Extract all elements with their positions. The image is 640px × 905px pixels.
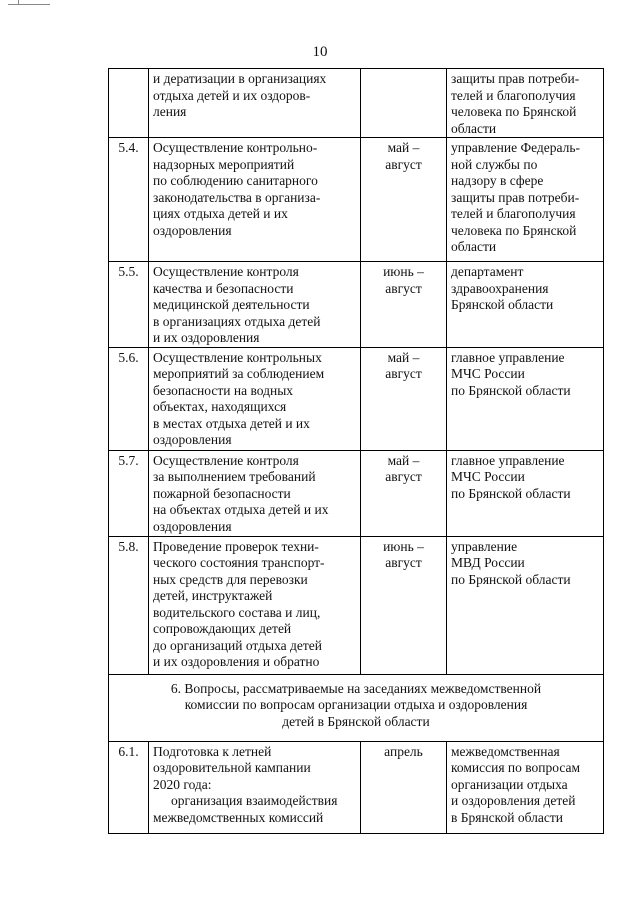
- row-term: апрель: [361, 741, 447, 833]
- row-term: [361, 69, 447, 138]
- row-term: июнь – август: [361, 262, 447, 348]
- row-description: и дератизации в организациях отдыха детей и их оздоров- ления: [149, 69, 361, 138]
- table-row: [109, 741, 604, 833]
- row-term: июнь – август: [361, 536, 447, 674]
- corner-scan-mark: [8, 0, 50, 5]
- table-row: [109, 347, 604, 450]
- row-number: 5.8.: [109, 536, 149, 674]
- row-responsible: главное управление МЧС России по Брянской области: [447, 347, 604, 450]
- row-term: май – август: [361, 347, 447, 450]
- row-description: Осуществление контроля за выполнением требований пожарной безопасности на объектах отдыха детей и их оздоровления: [149, 450, 361, 536]
- section-header-row: [109, 674, 604, 741]
- row-description: [149, 741, 361, 833]
- row-responsible: главное управление МЧС России по Брянской области: [447, 450, 604, 536]
- row-responsible: управление Федераль- ной службы по надзору в сфере защиты прав потреби- телей и благополучия человека по Брянской области: [447, 138, 604, 262]
- row-description: Осуществление контрольно- надзорных мероприятий по соблюдению санитарного законодательства в организа- циях отдыха детей и их оздоровления: [149, 138, 361, 262]
- row-responsible: управление МВД России по Брянской области: [447, 536, 604, 674]
- table-row: [109, 69, 604, 138]
- row-number: 5.7.: [109, 450, 149, 536]
- row-number: [109, 69, 149, 138]
- row-description: Осуществление контроля качества и безопасности медицинской деятельности в организациях отдыха детей и их оздоровления: [149, 262, 361, 348]
- row-responsible: межведомственная комиссия по вопросам организации отдыха и оздоровления детей в Брянской области: [447, 741, 604, 833]
- row-description-indented: организация взаимодействия: [171, 793, 338, 808]
- row-number: 5.6.: [109, 347, 149, 450]
- row-number: 5.4.: [109, 138, 149, 262]
- page-number: 10: [312, 44, 328, 60]
- table-row: [109, 450, 604, 536]
- row-term: май – август: [361, 450, 447, 536]
- row-description: Осуществление контрольных мероприятий за соблюдением безопасности на водных объектах, находящихся в местах отдыха детей и их оздоровления: [149, 347, 361, 450]
- row-number: 5.5.: [109, 262, 149, 348]
- row-term: май – август: [361, 138, 447, 262]
- row-number: 6.1.: [109, 741, 149, 833]
- row-responsible: защиты прав потреби- телей и благополучия человека по Брянской области: [447, 69, 604, 138]
- row-description-tail: межведомственных комиссий: [153, 809, 324, 825]
- row-description-main: Подготовка к летней оздоровительной кампании 2020 года:: [153, 743, 311, 792]
- section-6-title: 6. Вопросы, рассматриваемые на заседаниях межведомственной комиссии по вопросам организации отдыха и оздоровления детей в Брянской области: [109, 674, 604, 741]
- row-responsible: департамент здравоохранения Брянской области: [447, 262, 604, 348]
- table-row: [109, 262, 604, 348]
- table-row: [109, 138, 604, 262]
- table-row: [109, 536, 604, 674]
- row-description: Проведение проверок техни- ческого состояния транспорт- ных средств для перевозки детей, инструктажей водительского состава и лиц, сопровождающих детей до организаций отдыха детей и их оздоровления и обратно: [149, 536, 361, 674]
- plan-table: [108, 68, 604, 834]
